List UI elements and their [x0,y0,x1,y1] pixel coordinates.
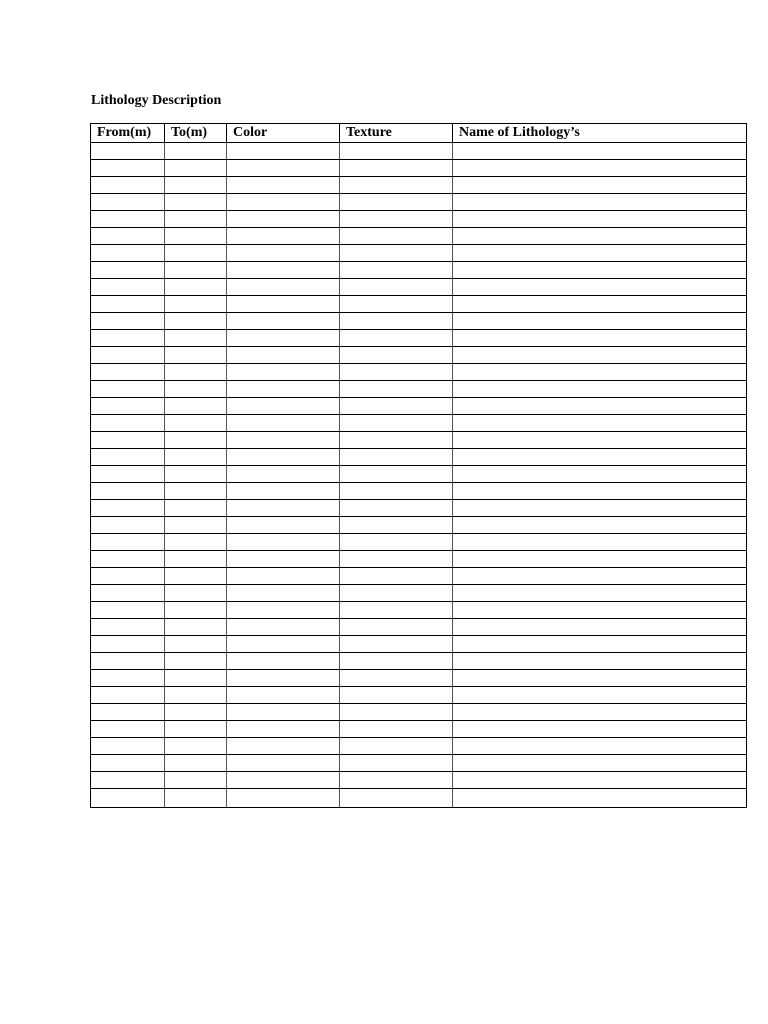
cell-texture [340,738,453,755]
cell-to [165,755,227,772]
cell-texture [340,551,453,568]
cell-color [227,245,340,262]
cell-to [165,602,227,619]
cell-lithology-name [453,177,747,194]
cell-color [227,143,340,160]
cell-color [227,483,340,500]
cell-texture [340,211,453,228]
cell-texture [340,568,453,585]
cell-to [165,619,227,636]
cell-color [227,296,340,313]
cell-from [91,721,165,738]
cell-lithology-name [453,704,747,721]
page-title: Lithology Description [91,93,222,108]
cell-lithology-name [453,347,747,364]
table-row [91,483,747,500]
cell-to [165,398,227,415]
cell-from [91,755,165,772]
table-row [91,585,747,602]
table-row [91,687,747,704]
cell-texture [340,517,453,534]
cell-texture [340,653,453,670]
cell-color [227,177,340,194]
cell-texture [340,143,453,160]
cell-from [91,313,165,330]
column-header-texture: Texture [340,124,453,143]
cell-color [227,670,340,687]
cell-to [165,670,227,687]
cell-from [91,585,165,602]
table-row [91,500,747,517]
cell-from [91,500,165,517]
cell-lithology-name [453,279,747,296]
cell-from [91,143,165,160]
cell-to [165,330,227,347]
cell-color [227,551,340,568]
cell-to [165,262,227,279]
table-row [91,755,747,772]
cell-to [165,704,227,721]
cell-color [227,772,340,789]
cell-lithology-name [453,568,747,585]
cell-texture [340,313,453,330]
table-row [91,364,747,381]
cell-from [91,517,165,534]
cell-from [91,160,165,177]
cell-to [165,551,227,568]
table-row [91,619,747,636]
cell-from [91,670,165,687]
cell-from [91,738,165,755]
cell-to [165,177,227,194]
table-row [91,466,747,483]
cell-lithology-name [453,755,747,772]
cell-color [227,398,340,415]
cell-color [227,364,340,381]
cell-from [91,704,165,721]
cell-texture [340,619,453,636]
table-row [91,704,747,721]
table-row [91,296,747,313]
cell-lithology-name [453,670,747,687]
cell-lithology-name [453,296,747,313]
cell-from [91,466,165,483]
cell-texture [340,483,453,500]
table-row [91,245,747,262]
cell-to [165,381,227,398]
cell-to [165,738,227,755]
cell-to [165,432,227,449]
cell-to [165,279,227,296]
cell-from [91,789,165,808]
table-row [91,177,747,194]
table-row [91,551,747,568]
cell-to [165,347,227,364]
table-row [91,568,747,585]
cell-texture [340,721,453,738]
cell-from [91,194,165,211]
cell-color [227,755,340,772]
cell-lithology-name [453,194,747,211]
cell-lithology-name [453,143,747,160]
table-row [91,602,747,619]
cell-from [91,653,165,670]
cell-from [91,772,165,789]
cell-color [227,602,340,619]
cell-from [91,296,165,313]
table-row [91,262,747,279]
table-header-row [91,124,747,143]
cell-lithology-name [453,619,747,636]
cell-texture [340,398,453,415]
cell-lithology-name [453,262,747,279]
cell-lithology-name [453,398,747,415]
cell-texture [340,432,453,449]
cell-from [91,534,165,551]
table-row [91,211,747,228]
cell-texture [340,755,453,772]
table-row [91,738,747,755]
cell-to [165,687,227,704]
table-row [91,517,747,534]
cell-to [165,449,227,466]
cell-to [165,789,227,808]
cell-to [165,415,227,432]
table-row [91,330,747,347]
cell-lithology-name [453,500,747,517]
cell-from [91,347,165,364]
cell-from [91,381,165,398]
cell-from [91,551,165,568]
cell-from [91,687,165,704]
table-row [91,398,747,415]
cell-to [165,568,227,585]
table-row [91,653,747,670]
cell-color [227,687,340,704]
cell-texture [340,177,453,194]
table-row [91,636,747,653]
column-header-color: Color [227,124,340,143]
column-header-to: To(m) [165,124,227,143]
cell-lithology-name [453,160,747,177]
cell-lithology-name [453,534,747,551]
cell-lithology-name [453,551,747,568]
cell-lithology-name [453,449,747,466]
cell-to [165,500,227,517]
cell-lithology-name [453,432,747,449]
cell-to [165,534,227,551]
cell-to [165,721,227,738]
table-row [91,143,747,160]
table-row [91,534,747,551]
cell-color [227,517,340,534]
cell-from [91,262,165,279]
cell-texture [340,585,453,602]
cell-from [91,432,165,449]
cell-lithology-name [453,364,747,381]
lithology-table [90,123,747,808]
cell-color [227,347,340,364]
cell-color [227,704,340,721]
cell-color [227,789,340,808]
cell-color [227,568,340,585]
cell-texture [340,636,453,653]
column-header-lithology-name: Name of Lithology’s [453,124,747,143]
table-row [91,449,747,466]
cell-color [227,738,340,755]
cell-texture [340,602,453,619]
cell-from [91,619,165,636]
cell-lithology-name [453,415,747,432]
cell-to [165,364,227,381]
cell-texture [340,262,453,279]
cell-texture [340,160,453,177]
cell-texture [340,500,453,517]
cell-color [227,415,340,432]
cell-from [91,228,165,245]
cell-color [227,194,340,211]
cell-to [165,585,227,602]
cell-lithology-name [453,466,747,483]
cell-color [227,279,340,296]
cell-lithology-name [453,772,747,789]
cell-color [227,330,340,347]
cell-color [227,228,340,245]
cell-color [227,500,340,517]
cell-color [227,653,340,670]
cell-color [227,619,340,636]
cell-texture [340,279,453,296]
cell-texture [340,772,453,789]
table-row [91,381,747,398]
cell-lithology-name [453,483,747,500]
cell-color [227,211,340,228]
cell-to [165,636,227,653]
cell-lithology-name [453,602,747,619]
cell-to [165,211,227,228]
cell-lithology-name [453,738,747,755]
cell-from [91,449,165,466]
table-row [91,670,747,687]
cell-from [91,483,165,500]
cell-texture [340,228,453,245]
cell-lithology-name [453,381,747,398]
cell-to [165,517,227,534]
cell-lithology-name [453,789,747,808]
cell-texture [340,466,453,483]
cell-color [227,381,340,398]
table-row [91,228,747,245]
cell-to [165,160,227,177]
cell-to [165,296,227,313]
cell-to [165,772,227,789]
table-row [91,432,747,449]
cell-from [91,177,165,194]
cell-from [91,415,165,432]
cell-color [227,432,340,449]
cell-color [227,585,340,602]
cell-lithology-name [453,330,747,347]
cell-from [91,364,165,381]
cell-texture [340,245,453,262]
cell-from [91,602,165,619]
table-row [91,194,747,211]
cell-lithology-name [453,721,747,738]
cell-texture [340,330,453,347]
cell-color [227,534,340,551]
cell-lithology-name [453,687,747,704]
cell-texture [340,670,453,687]
cell-lithology-name [453,228,747,245]
table-row [91,789,747,808]
cell-color [227,313,340,330]
table-row [91,279,747,296]
cell-to [165,483,227,500]
cell-lithology-name [453,636,747,653]
cell-lithology-name [453,653,747,670]
cell-color [227,636,340,653]
cell-to [165,143,227,160]
cell-lithology-name [453,313,747,330]
table-row [91,160,747,177]
cell-to [165,466,227,483]
cell-from [91,211,165,228]
cell-texture [340,296,453,313]
cell-from [91,398,165,415]
cell-texture [340,449,453,466]
cell-texture [340,364,453,381]
cell-color [227,466,340,483]
table-body [91,143,747,808]
table-row [91,721,747,738]
cell-to [165,228,227,245]
cell-texture [340,789,453,808]
cell-texture [340,347,453,364]
cell-from [91,636,165,653]
cell-lithology-name [453,211,747,228]
cell-color [227,721,340,738]
cell-from [91,330,165,347]
cell-texture [340,534,453,551]
column-header-from: From(m) [91,124,165,143]
cell-color [227,262,340,279]
cell-to [165,313,227,330]
table-row [91,347,747,364]
table-row [91,415,747,432]
cell-from [91,245,165,262]
cell-texture [340,381,453,398]
cell-to [165,245,227,262]
cell-texture [340,194,453,211]
cell-texture [340,415,453,432]
cell-color [227,160,340,177]
cell-from [91,568,165,585]
cell-texture [340,687,453,704]
cell-lithology-name [453,585,747,602]
cell-to [165,194,227,211]
table-row [91,313,747,330]
cell-lithology-name [453,245,747,262]
cell-from [91,279,165,296]
cell-color [227,449,340,466]
cell-to [165,653,227,670]
cell-lithology-name [453,517,747,534]
cell-texture [340,704,453,721]
table-row [91,772,747,789]
